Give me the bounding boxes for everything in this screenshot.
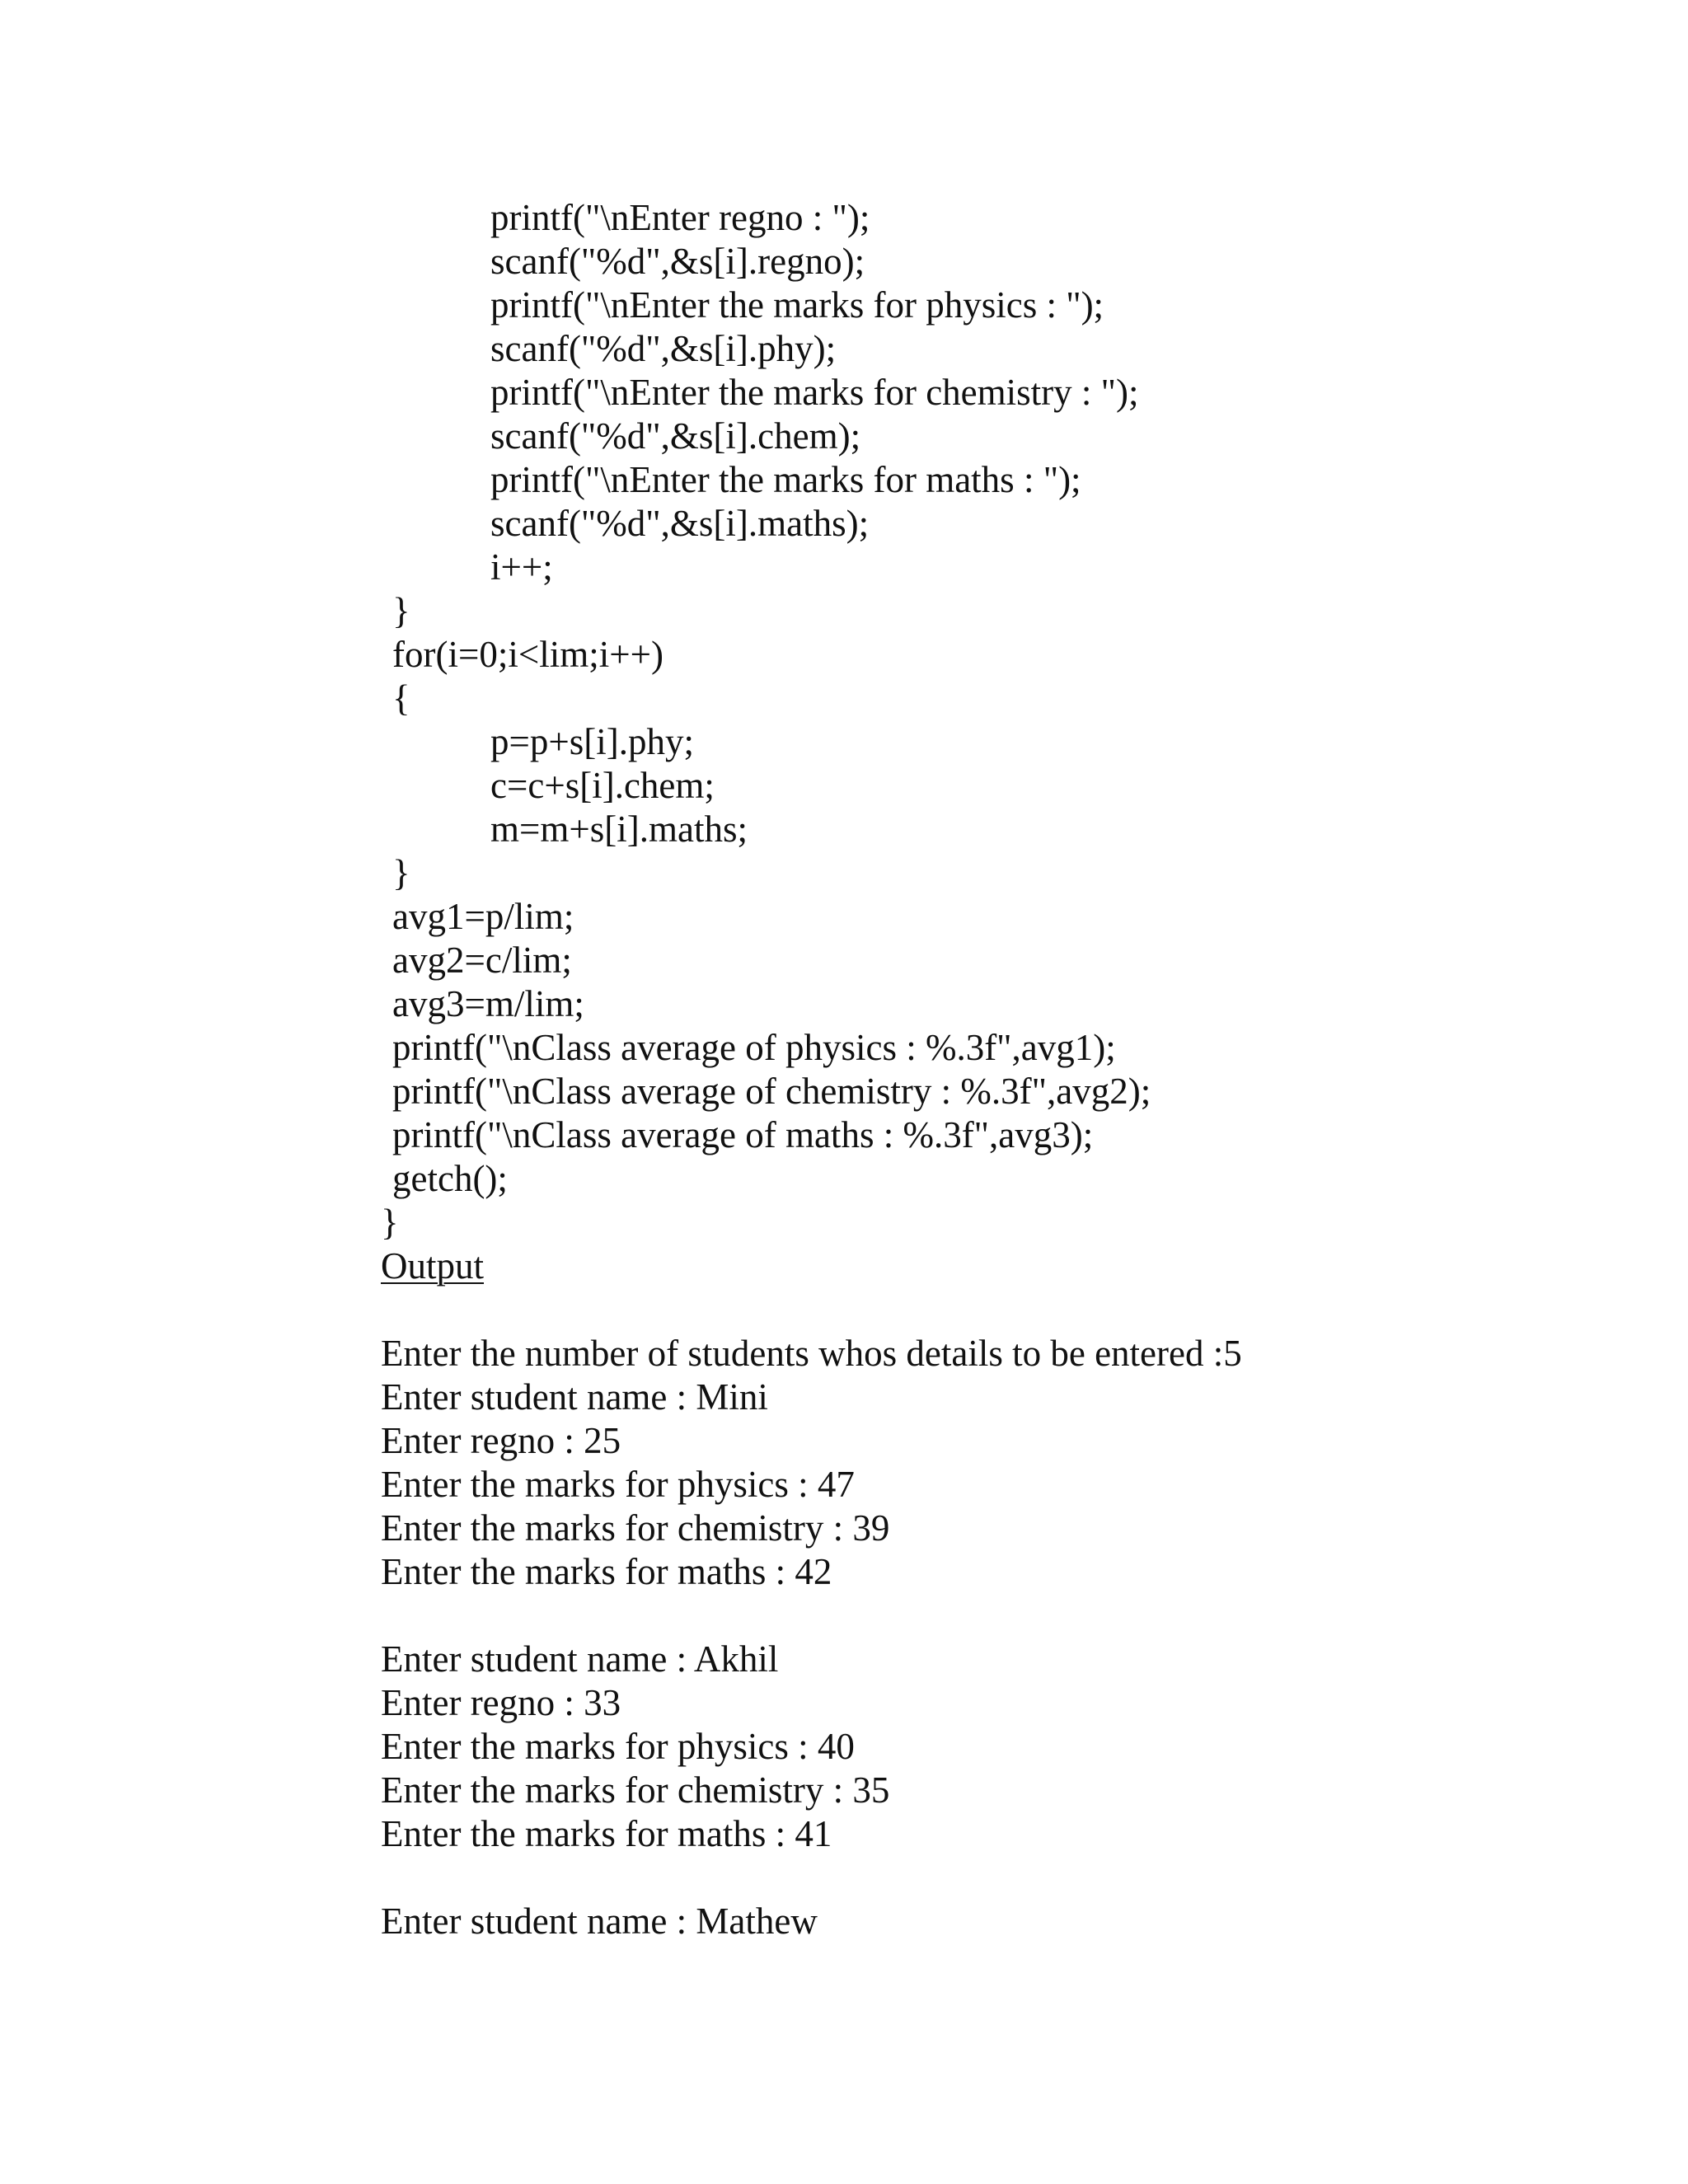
output-line: Enter the marks for chemistry : 39 (381, 1507, 890, 1549)
code-line: { (392, 677, 410, 719)
output-line: Enter the marks for physics : 40 (381, 1726, 855, 1767)
code-line: scanf("%d",&s[i].chem); (490, 415, 861, 457)
output-line: Enter the marks for maths : 41 (381, 1813, 832, 1854)
code-line: } (392, 590, 410, 631)
code-line: i++; (490, 546, 553, 588)
code-line: avg2=c/lim; (392, 940, 572, 981)
output-line: Enter regno : 33 (381, 1682, 621, 1723)
output-line: Enter student name : Akhil (381, 1638, 779, 1680)
code-line: scanf("%d",&s[i].maths); (490, 503, 870, 544)
code-line: scanf("%d",&s[i].phy); (490, 328, 837, 369)
code-line: } (392, 852, 410, 893)
output-line: Enter student name : Mini (381, 1376, 768, 1418)
output-line: Enter student name : Mathew (381, 1900, 818, 1942)
code-line: printf("\nEnter the marks for physics : "); (490, 284, 1104, 326)
code-line: p=p+s[i].phy; (490, 721, 694, 762)
code-line: printf("\nEnter the marks for maths : "); (490, 459, 1081, 500)
code-line: getch(); (392, 1158, 508, 1199)
code-line: printf("\nClass average of maths : %.3f",avg3); (392, 1114, 1094, 1155)
code-line: m=m+s[i].maths; (490, 808, 748, 850)
output-line: Enter the number of students whos details to be entered :5 (381, 1333, 1242, 1374)
code-line: for(i=0;i<lim;i++) (392, 634, 663, 675)
code-line: avg3=m/lim; (392, 983, 584, 1024)
code-line: printf("\nEnter regno : "); (490, 197, 870, 238)
output-line: Enter the marks for maths : 42 (381, 1551, 832, 1592)
code-line: avg1=p/lim; (392, 896, 574, 937)
output-line: Enter the marks for chemistry : 35 (381, 1769, 890, 1811)
output-heading: Output (381, 1245, 485, 1286)
code-line: printf("\nClass average of physics : %.3f",avg1); (392, 1027, 1116, 1068)
code-line: printf("\nClass average of chemistry : %.3f",avg2); (392, 1071, 1151, 1112)
output-line: Enter regno : 25 (381, 1420, 621, 1461)
code-line: printf("\nEnter the marks for chemistry : "); (490, 372, 1139, 413)
output-line: Enter the marks for physics : 47 (381, 1464, 855, 1505)
code-line: c=c+s[i].chem; (490, 765, 715, 806)
code-line: scanf("%d",&s[i].regno); (490, 241, 865, 282)
code-line: } (381, 1202, 399, 1243)
